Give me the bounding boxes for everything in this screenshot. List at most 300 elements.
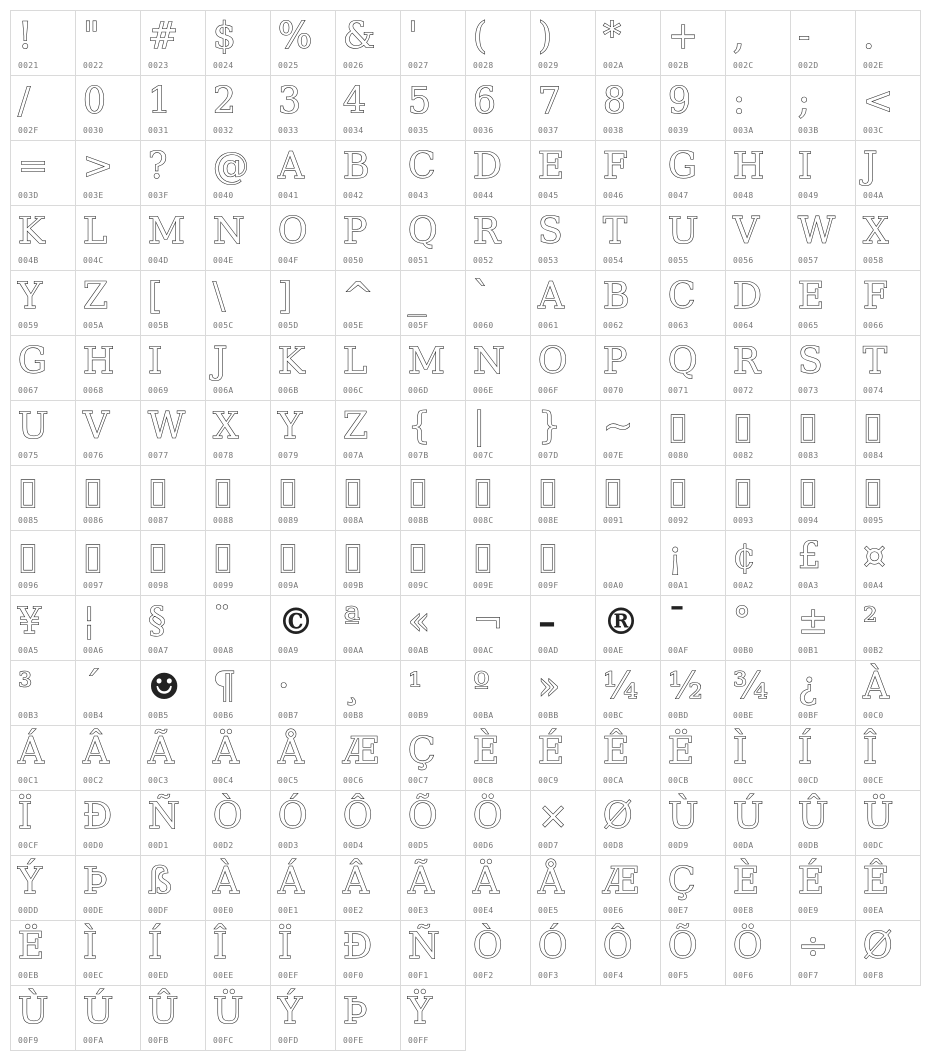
- glyph-cell: [791, 401, 856, 466]
- glyph-char: D: [473, 146, 502, 187]
- glyph-code: 00BE: [733, 711, 754, 720]
- glyph-char: ¬: [473, 601, 504, 642]
- glyph-char: ª: [343, 601, 361, 642]
- glyph-cell: [141, 271, 206, 336]
- glyph-cell: [661, 206, 726, 271]
- glyph-code: 00D9: [668, 841, 689, 850]
- glyph-code: 0037: [538, 126, 559, 135]
- glyph-code: 0073: [798, 386, 819, 395]
- glyph-char: Ò: [213, 796, 243, 837]
- glyph-cell: [76, 661, 141, 726]
- glyph-code: 00A3: [798, 581, 819, 590]
- glyph-cell: [271, 986, 336, 1051]
- glyph-char: }: [538, 406, 561, 447]
- glyph-code: 00A4: [863, 581, 884, 590]
- glyph-cell: [206, 791, 271, 856]
- glyph-code: 0064: [733, 321, 754, 330]
- glyph-code: 009E: [473, 581, 494, 590]
- glyph-char: Ø: [603, 796, 633, 837]
- glyph-cell: [206, 856, 271, 921]
- glyph-char: ▯: [538, 536, 558, 577]
- glyph-code: 00BF: [798, 711, 819, 720]
- glyph-cell: [726, 206, 791, 271]
- glyph-code: 00C8: [473, 776, 494, 785]
- glyph-cell: [336, 531, 401, 596]
- glyph-cell: [401, 531, 466, 596]
- glyph-char: %: [278, 16, 313, 57]
- glyph-code: 0027: [408, 61, 429, 70]
- glyph-cell: [271, 596, 336, 661]
- glyph-code: 0085: [18, 516, 39, 525]
- glyph-char: ▯: [603, 471, 623, 512]
- glyph-char: A: [538, 276, 564, 317]
- glyph-code: 006A: [213, 386, 234, 395]
- glyph-code: 00E3: [408, 906, 429, 915]
- glyph-cell: [726, 466, 791, 531]
- glyph-cell: [206, 986, 271, 1051]
- glyph-char: ¾: [733, 666, 768, 707]
- glyph-char: Ê: [863, 861, 890, 902]
- glyph-code: 00D6: [473, 841, 494, 850]
- glyph-cell: [791, 531, 856, 596]
- glyph-code: 0078: [213, 451, 234, 460]
- glyph-cell: [271, 76, 336, 141]
- glyph-char: ½: [668, 666, 703, 707]
- glyph-code: 002C: [733, 61, 754, 70]
- glyph-char: Ê: [603, 731, 630, 772]
- glyph-cell: [466, 856, 531, 921]
- glyph-char: ¥: [18, 601, 41, 642]
- glyph-cell: [531, 856, 596, 921]
- glyph-cell: [271, 401, 336, 466]
- glyph-char: ¦: [83, 601, 96, 642]
- glyph-cell: [141, 791, 206, 856]
- glyph-cell: [596, 206, 661, 271]
- glyph-char: ▯: [408, 471, 428, 512]
- glyph-code: 00BD: [668, 711, 689, 720]
- glyph-cell: [856, 11, 921, 76]
- glyph-code: 004C: [83, 256, 104, 265]
- glyph-code: 0048: [733, 191, 754, 200]
- glyph-code: 008E: [538, 516, 559, 525]
- glyph-cell: [466, 466, 531, 531]
- glyph-cell: [206, 596, 271, 661]
- glyph-char: Í: [798, 731, 813, 772]
- glyph-code: 009F: [538, 581, 559, 590]
- glyph-cell: [726, 141, 791, 206]
- glyph-cell: [661, 466, 726, 531]
- glyph-cell: [76, 986, 141, 1051]
- glyph-cell: [401, 271, 466, 336]
- glyph-char: Z: [83, 276, 109, 317]
- glyph-char: S: [798, 341, 823, 382]
- glyph-cell: [271, 531, 336, 596]
- glyph-cell: [596, 336, 661, 401]
- glyph-cell: [336, 271, 401, 336]
- glyph-char: E: [538, 146, 565, 187]
- glyph-code: 0045: [538, 191, 559, 200]
- glyph-code: 00C9: [538, 776, 559, 785]
- glyph-cell: [336, 986, 401, 1051]
- glyph-code: 0079: [278, 451, 299, 460]
- glyph-code: 0044: [473, 191, 494, 200]
- glyph-code: 00DF: [148, 906, 169, 915]
- glyph-cell: [596, 466, 661, 531]
- glyph-code: 00C7: [408, 776, 429, 785]
- glyph-code: 0052: [473, 256, 494, 265]
- glyph-char: Ä: [213, 731, 239, 772]
- glyph-code: 00E1: [278, 906, 299, 915]
- glyph-cell: [271, 921, 336, 986]
- glyph-char: ¢: [733, 536, 756, 577]
- glyph-code: 00AB: [408, 646, 429, 655]
- glyph-char: X: [213, 406, 239, 447]
- glyph-cell: [401, 726, 466, 791]
- glyph-cell: [596, 791, 661, 856]
- glyph-code: 005E: [343, 321, 364, 330]
- glyph-char: 9: [668, 81, 691, 122]
- glyph-char: ▯: [213, 536, 233, 577]
- glyph-char: È: [473, 731, 500, 772]
- glyph-code: 00F6: [733, 971, 754, 980]
- glyph-cell: [661, 11, 726, 76]
- glyph-code: 0092: [668, 516, 689, 525]
- glyph-char: Y: [278, 406, 302, 447]
- glyph-cell: [726, 661, 791, 726]
- glyph-code: 0063: [668, 321, 689, 330]
- glyph-char: À: [863, 666, 889, 707]
- glyph-char: T: [603, 211, 628, 252]
- glyph-code: 00B2: [863, 646, 884, 655]
- glyph-code: 0084: [863, 451, 884, 460]
- glyph-char: |: [473, 406, 486, 447]
- glyph-cell: [11, 76, 76, 141]
- glyph-char: B: [603, 276, 630, 317]
- glyph-cell: [791, 76, 856, 141]
- glyph-char: È: [733, 861, 760, 902]
- glyph-cell: [336, 661, 401, 726]
- glyph-char: V: [83, 406, 109, 447]
- glyph-code: 005B: [148, 321, 169, 330]
- glyph-code: 002E: [863, 61, 884, 70]
- glyph-code: 00EB: [18, 971, 39, 980]
- glyph-char: Ì: [733, 731, 748, 772]
- glyph-char: Ÿ: [408, 991, 432, 1032]
- glyph-char: Ì: [83, 926, 98, 967]
- glyph-cell: [401, 11, 466, 76]
- glyph-char: ·: [278, 666, 290, 707]
- glyph-code: 00A8: [213, 646, 234, 655]
- glyph-code: 00AE: [603, 646, 624, 655]
- glyph-code: 0080: [668, 451, 689, 460]
- glyph-code: 00C5: [278, 776, 299, 785]
- glyph-cell: [336, 596, 401, 661]
- glyph-cell: [791, 791, 856, 856]
- glyph-cell: [531, 466, 596, 531]
- glyph-code: 0039: [668, 126, 689, 135]
- glyph-char: Y: [18, 276, 42, 317]
- glyph-char: 7: [538, 81, 561, 122]
- glyph-code: 0069: [148, 386, 169, 395]
- glyph-char: ▯: [538, 471, 558, 512]
- glyph-code: 0070: [603, 386, 624, 395]
- glyph-cell: [726, 921, 791, 986]
- glyph-char: G: [668, 146, 697, 187]
- glyph-code: 00E8: [733, 906, 754, 915]
- glyph-char: ¯: [668, 601, 686, 643]
- glyph-code: 00C3: [148, 776, 169, 785]
- glyph-cell: [336, 401, 401, 466]
- glyph-cell: [76, 856, 141, 921]
- glyph-code: 003B: [798, 126, 819, 135]
- glyph-code: 00F3: [538, 971, 559, 980]
- glyph-cell: [141, 921, 206, 986]
- glyph-cell: [856, 726, 921, 791]
- glyph-cell: [791, 141, 856, 206]
- glyph-char: ;: [798, 81, 811, 122]
- glyph-cell: [336, 76, 401, 141]
- glyph-cell: [11, 11, 76, 76]
- glyph-cell: [791, 11, 856, 76]
- glyph-code: 006B: [278, 386, 299, 395]
- glyph-code: 0074: [863, 386, 884, 395]
- glyph-char: D: [733, 276, 762, 317]
- glyph-code: 004D: [148, 256, 169, 265]
- glyph-cell: [531, 271, 596, 336]
- glyph-code: 00FF: [408, 1036, 429, 1045]
- glyph-code: 003E: [83, 191, 104, 200]
- glyph-cell: [531, 531, 596, 596]
- glyph-char: @: [213, 146, 249, 187]
- glyph-code: 00D8: [603, 841, 624, 850]
- glyph-code: 0043: [408, 191, 429, 200]
- glyph-cell: [856, 76, 921, 141]
- glyph-code: 00EF: [278, 971, 299, 980]
- glyph-char: Á: [18, 731, 44, 772]
- glyph-cell: [466, 11, 531, 76]
- glyph-char: 8: [603, 81, 626, 122]
- glyph-code: 0050: [343, 256, 364, 265]
- glyph-code: 00F8: [863, 971, 884, 980]
- glyph-char: ¼: [603, 666, 638, 707]
- glyph-code: 0086: [83, 516, 104, 525]
- glyph-cell: [141, 206, 206, 271]
- glyph-code: 0041: [278, 191, 299, 200]
- glyph-char: 1: [148, 81, 171, 122]
- glyph-char: O: [538, 341, 568, 382]
- glyph-char: ß: [148, 861, 173, 902]
- glyph-code: 002D: [798, 61, 819, 70]
- glyph-char: Â: [83, 731, 109, 772]
- glyph-char: º: [473, 666, 490, 707]
- glyph-code: 0051: [408, 256, 429, 265]
- glyph-code: 0071: [668, 386, 689, 395]
- glyph-code: 00C4: [213, 776, 234, 785]
- glyph-char: £: [798, 536, 821, 577]
- glyph-code: 00EC: [83, 971, 104, 980]
- glyph-cell: [206, 661, 271, 726]
- glyph-char: »: [538, 666, 561, 707]
- glyph-cell: [206, 206, 271, 271]
- glyph-cell: [791, 336, 856, 401]
- glyph-cell: [141, 531, 206, 596]
- glyph-cell: [336, 466, 401, 531]
- glyph-char: !: [18, 16, 33, 57]
- glyph-char: U: [668, 211, 699, 252]
- glyph-cell: [76, 921, 141, 986]
- glyph-cell: [531, 206, 596, 271]
- glyph-code: 009A: [278, 581, 299, 590]
- glyph-grid: [10, 10, 921, 1051]
- glyph-char: Ë: [668, 731, 695, 772]
- glyph-code: 00CB: [668, 776, 689, 785]
- glyph-code: 003D: [18, 191, 39, 200]
- glyph-code: 00E5: [538, 906, 559, 915]
- glyph-code: 003A: [733, 126, 754, 135]
- glyph-cell: [401, 661, 466, 726]
- glyph-char: ¤: [863, 536, 886, 577]
- glyph-code: 0059: [18, 321, 39, 330]
- glyph-code: 007D: [538, 451, 559, 460]
- glyph-char: ©: [278, 601, 314, 643]
- glyph-code: 005F: [408, 321, 429, 330]
- glyph-code: 006C: [343, 386, 364, 395]
- glyph-char: Ù: [668, 796, 699, 837]
- glyph-code: 00F1: [408, 971, 429, 980]
- glyph-cell: [271, 856, 336, 921]
- glyph-code: 00E2: [343, 906, 364, 915]
- glyph-char: -: [798, 16, 811, 57]
- glyph-char: ": [83, 16, 100, 57]
- glyph-cell: [596, 726, 661, 791]
- glyph-code: 00CC: [733, 776, 754, 785]
- glyph-char: ,: [733, 16, 745, 57]
- glyph-char: ]: [278, 276, 293, 317]
- glyph-char: «: [408, 601, 431, 642]
- glyph-code: 003C: [863, 126, 884, 135]
- glyph-code: 00B0: [733, 646, 754, 655]
- glyph-code: 00EE: [213, 971, 234, 980]
- glyph-char: Q: [408, 211, 438, 252]
- glyph-code: 00CA: [603, 776, 624, 785]
- glyph-char: S: [538, 211, 563, 252]
- glyph-char: _: [408, 276, 426, 317]
- glyph-cell: [466, 206, 531, 271]
- glyph-code: 007B: [408, 451, 429, 460]
- glyph-char: $: [213, 16, 236, 57]
- glyph-code: 0088: [213, 516, 234, 525]
- glyph-cell: [856, 921, 921, 986]
- glyph-char: Ã: [148, 731, 174, 772]
- glyph-code: 00ED: [148, 971, 169, 980]
- glyph-code: 0032: [213, 126, 234, 135]
- glyph-char: F: [603, 146, 628, 187]
- glyph-code: 007A: [343, 451, 364, 460]
- glyph-cell: [531, 336, 596, 401]
- glyph-code: 00E6: [603, 906, 624, 915]
- glyph-code: 008C: [473, 516, 494, 525]
- glyph-cell: [11, 791, 76, 856]
- glyph-char: Đ: [343, 926, 373, 967]
- glyph-char: ¶: [213, 666, 236, 707]
- glyph-code: 00DC: [863, 841, 884, 850]
- glyph-cell: [141, 141, 206, 206]
- glyph-char: ¨: [213, 601, 231, 642]
- glyph-char: ¡: [668, 536, 683, 577]
- glyph-code: 00DB: [798, 841, 819, 850]
- glyph-code: 006E: [473, 386, 494, 395]
- glyph-cell: [141, 661, 206, 726]
- glyph-char: K: [18, 211, 45, 252]
- glyph-char: ): [538, 16, 553, 57]
- glyph-char: [: [148, 276, 163, 317]
- glyph-cell: [11, 336, 76, 401]
- glyph-cell: [661, 271, 726, 336]
- glyph-char: O: [278, 211, 308, 252]
- glyph-code: 0033: [278, 126, 299, 135]
- glyph-code: 006D: [408, 386, 429, 395]
- glyph-code: 0031: [148, 126, 169, 135]
- glyph-cell: [856, 531, 921, 596]
- glyph-cell: [856, 661, 921, 726]
- glyph-char: ×: [538, 796, 569, 837]
- glyph-cell: [596, 921, 661, 986]
- glyph-code: 00E9: [798, 906, 819, 915]
- glyph-code: 003F: [148, 191, 169, 200]
- glyph-char: ▯: [83, 536, 103, 577]
- glyph-char: C: [668, 276, 696, 317]
- glyph-code: 0066: [863, 321, 884, 330]
- glyph-char: Õ: [408, 796, 438, 837]
- glyph-cell: [596, 141, 661, 206]
- glyph-char: L: [83, 211, 107, 252]
- glyph-char: ▯: [733, 471, 753, 512]
- glyph-cell: [791, 856, 856, 921]
- glyph-cell: [271, 11, 336, 76]
- glyph-code: 00A9: [278, 646, 299, 655]
- glyph-cell: [401, 401, 466, 466]
- glyph-char: P: [343, 211, 368, 252]
- glyph-cell: [11, 986, 76, 1051]
- glyph-char: 4: [343, 81, 366, 122]
- glyph-cell: [336, 921, 401, 986]
- glyph-char: Î: [863, 731, 878, 772]
- glyph-char: R: [733, 341, 761, 382]
- glyph-cell: [206, 336, 271, 401]
- glyph-code: 004F: [278, 256, 299, 265]
- glyph-cell: [726, 856, 791, 921]
- glyph-char: 3: [278, 81, 301, 122]
- glyph-cell: [401, 206, 466, 271]
- glyph-cell: [856, 141, 921, 206]
- glyph-char: V: [733, 211, 759, 252]
- glyph-cell: [11, 531, 76, 596]
- glyph-char: Ó: [278, 796, 308, 837]
- glyph-char: Þ: [343, 991, 368, 1032]
- glyph-char: /: [18, 81, 31, 122]
- glyph-char: Ú: [733, 796, 764, 837]
- glyph-cell: [336, 726, 401, 791]
- glyph-cell: [596, 856, 661, 921]
- glyph-char: ¸: [343, 666, 361, 707]
- glyph-cell: [11, 206, 76, 271]
- glyph-cell: [466, 336, 531, 401]
- glyph-code: 00A2: [733, 581, 754, 590]
- glyph-code: 0038: [603, 126, 624, 135]
- glyph-code: 00AA: [343, 646, 364, 655]
- glyph-code: 0036: [473, 126, 494, 135]
- glyph-char: Z: [343, 406, 369, 447]
